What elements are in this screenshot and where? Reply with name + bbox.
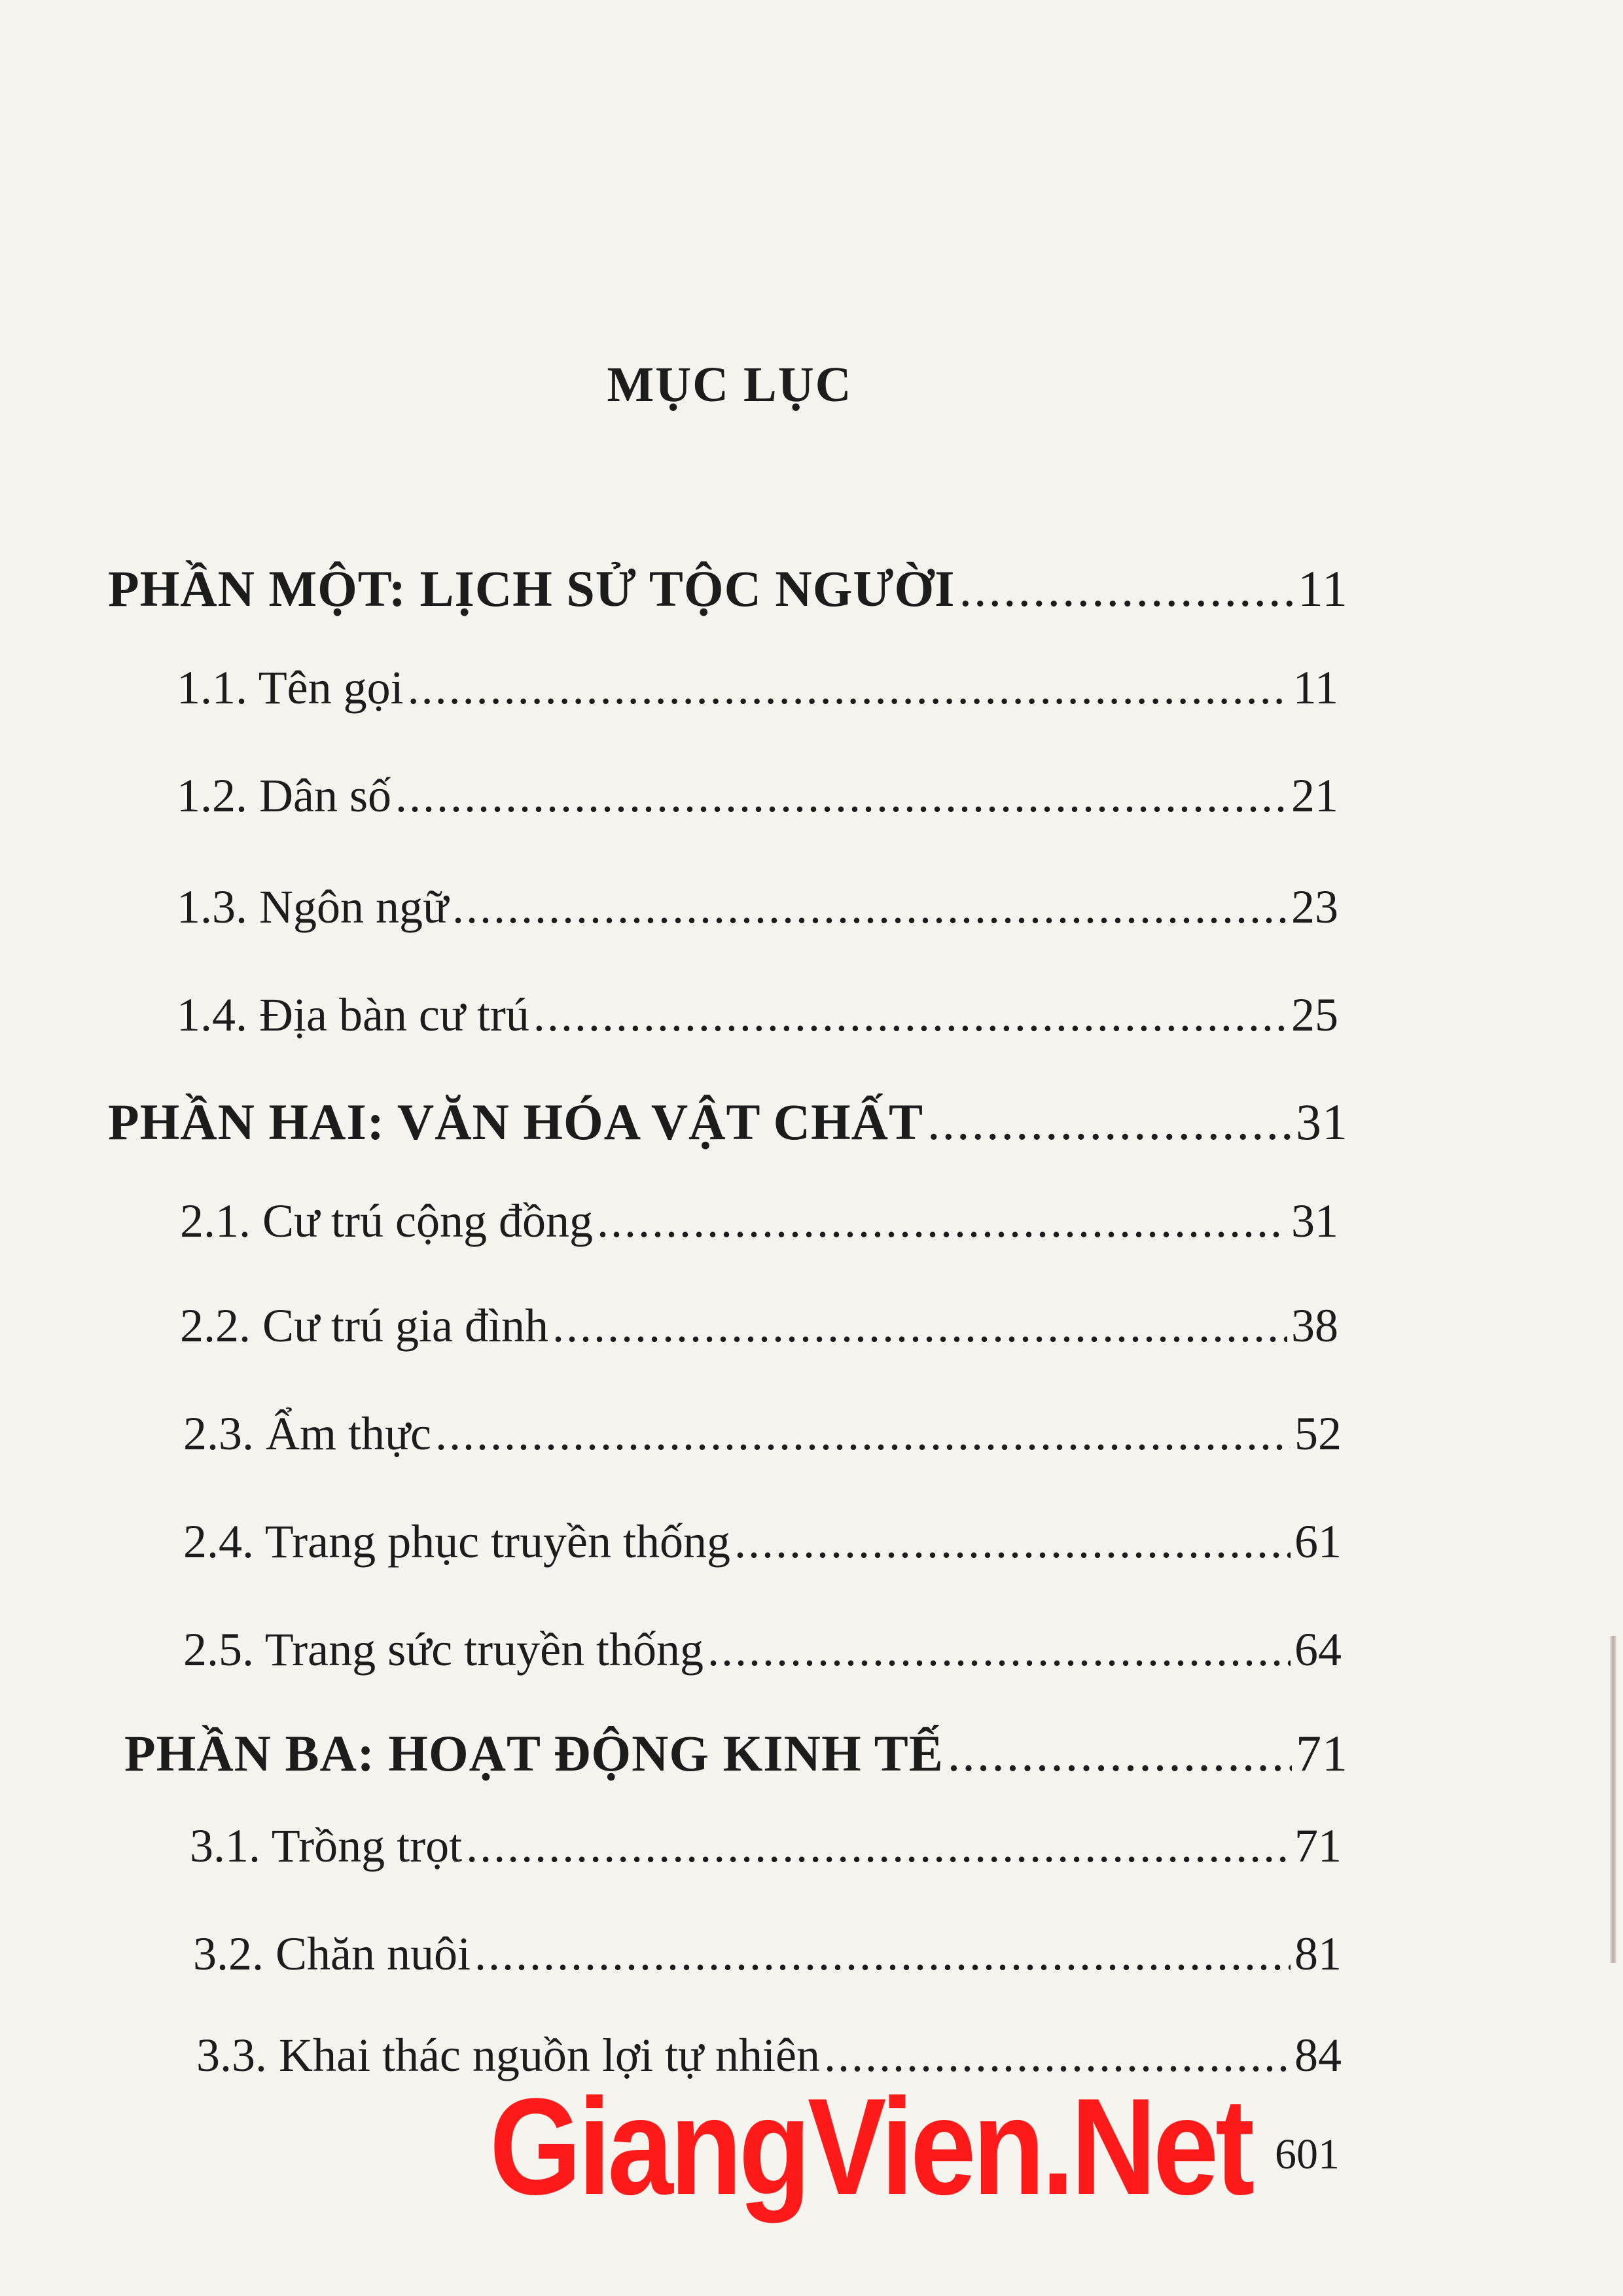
dot-leader [734, 1515, 1291, 1569]
toc-entry-2-4 [183, 1515, 1342, 1569]
toc-entry-page: 23 [1291, 881, 1338, 933]
dot-leader [597, 1194, 1287, 1248]
toc-entry-page: 71 [1296, 1725, 1348, 1782]
toc-entry-1-3 [177, 880, 1338, 934]
toc-entry-label: 3.3. Khai thác nguồn lợi tự nhiên [196, 2029, 820, 2081]
dot-leader [533, 988, 1287, 1042]
dot-leader [707, 1623, 1291, 1677]
toc-entry-label: PHẦN MỘT: LỊCH SỬ TỘC NGƯỜI [108, 560, 955, 617]
toc-entry-page: 38 [1291, 1299, 1338, 1352]
toc-entry-label: PHẦN HAI: VĂN HÓA VẬT CHẤT [108, 1093, 923, 1150]
toc-entry-page: 11 [1297, 560, 1348, 617]
toc-entry-3-1 [190, 1819, 1342, 1873]
dot-leader [408, 661, 1289, 715]
toc-entry-label: 2.2. Cư trú gia đình [180, 1299, 548, 1352]
toc-entry-page: 84 [1294, 2029, 1342, 2081]
toc-entry-page: 61 [1294, 1515, 1342, 1568]
dot-leader [452, 880, 1287, 934]
toc-entry-label: 2.5. Trang sức truyền thống [183, 1623, 704, 1676]
page-edge-shadow [1610, 1636, 1616, 1963]
toc-entry-2-2 [180, 1299, 1338, 1353]
toc-entry-page: 81 [1294, 1928, 1342, 1980]
toc-entry-3-2 [193, 1927, 1342, 1981]
toc-entry-2-3 [183, 1407, 1342, 1461]
dot-leader [435, 1407, 1291, 1461]
toc-part-2 [108, 1093, 1348, 1152]
toc-entry-label: 1.3. Ngôn ngữ [177, 881, 449, 933]
toc-entry-2-1 [180, 1194, 1338, 1248]
toc-entry-label: PHẦN BA: HOẠT ĐỘNG KINH TẾ [124, 1725, 944, 1782]
toc-entry-label: 2.1. Cư trú cộng đồng [180, 1195, 593, 1247]
toc-entry-label: 2.4. Trang phục truyền thống [183, 1515, 730, 1568]
toc-entry-2-5 [183, 1623, 1342, 1677]
toc-entry-label: 3.1. Trồng trọt [190, 1820, 463, 1872]
toc-entry-page: 64 [1294, 1623, 1342, 1676]
toc-entry-1-2 [177, 769, 1338, 823]
toc-entry-page: 71 [1294, 1820, 1342, 1872]
toc-entry-page: 11 [1293, 662, 1338, 714]
page-title: MỤC LỤC [607, 357, 853, 412]
dot-leader [395, 769, 1287, 823]
toc-entry-page: 31 [1296, 1093, 1348, 1150]
toc-entry-page: 52 [1294, 1407, 1342, 1460]
toc-entry-label: 3.2. Chăn nuôi [193, 1928, 471, 1980]
page-number: 601 [1275, 2130, 1340, 2178]
toc-entry-label: 2.3. Ẩm thực [183, 1407, 431, 1460]
dot-leader [959, 559, 1294, 618]
toc-entry-1-4 [177, 988, 1338, 1042]
dot-leader [948, 1724, 1292, 1783]
toc-entry-page: 25 [1291, 989, 1338, 1041]
toc-entry-page: 31 [1291, 1195, 1338, 1247]
dot-leader [474, 1927, 1291, 1981]
toc-part-3 [124, 1724, 1348, 1783]
dot-leader [552, 1299, 1287, 1353]
toc-entry-label: 1.2. Dân số [177, 769, 391, 822]
dot-leader [927, 1093, 1292, 1152]
toc-entry-1-1 [177, 661, 1338, 715]
dot-leader [466, 1819, 1291, 1873]
watermark: GiangVien.Net [490, 2070, 1251, 2223]
toc-part-1 [108, 559, 1348, 618]
toc-entry-label: 1.1. Tên gọi [177, 662, 404, 714]
toc-entry-label: 1.4. Địa bàn cư trú [177, 989, 529, 1041]
toc-entry-page: 21 [1291, 769, 1338, 822]
